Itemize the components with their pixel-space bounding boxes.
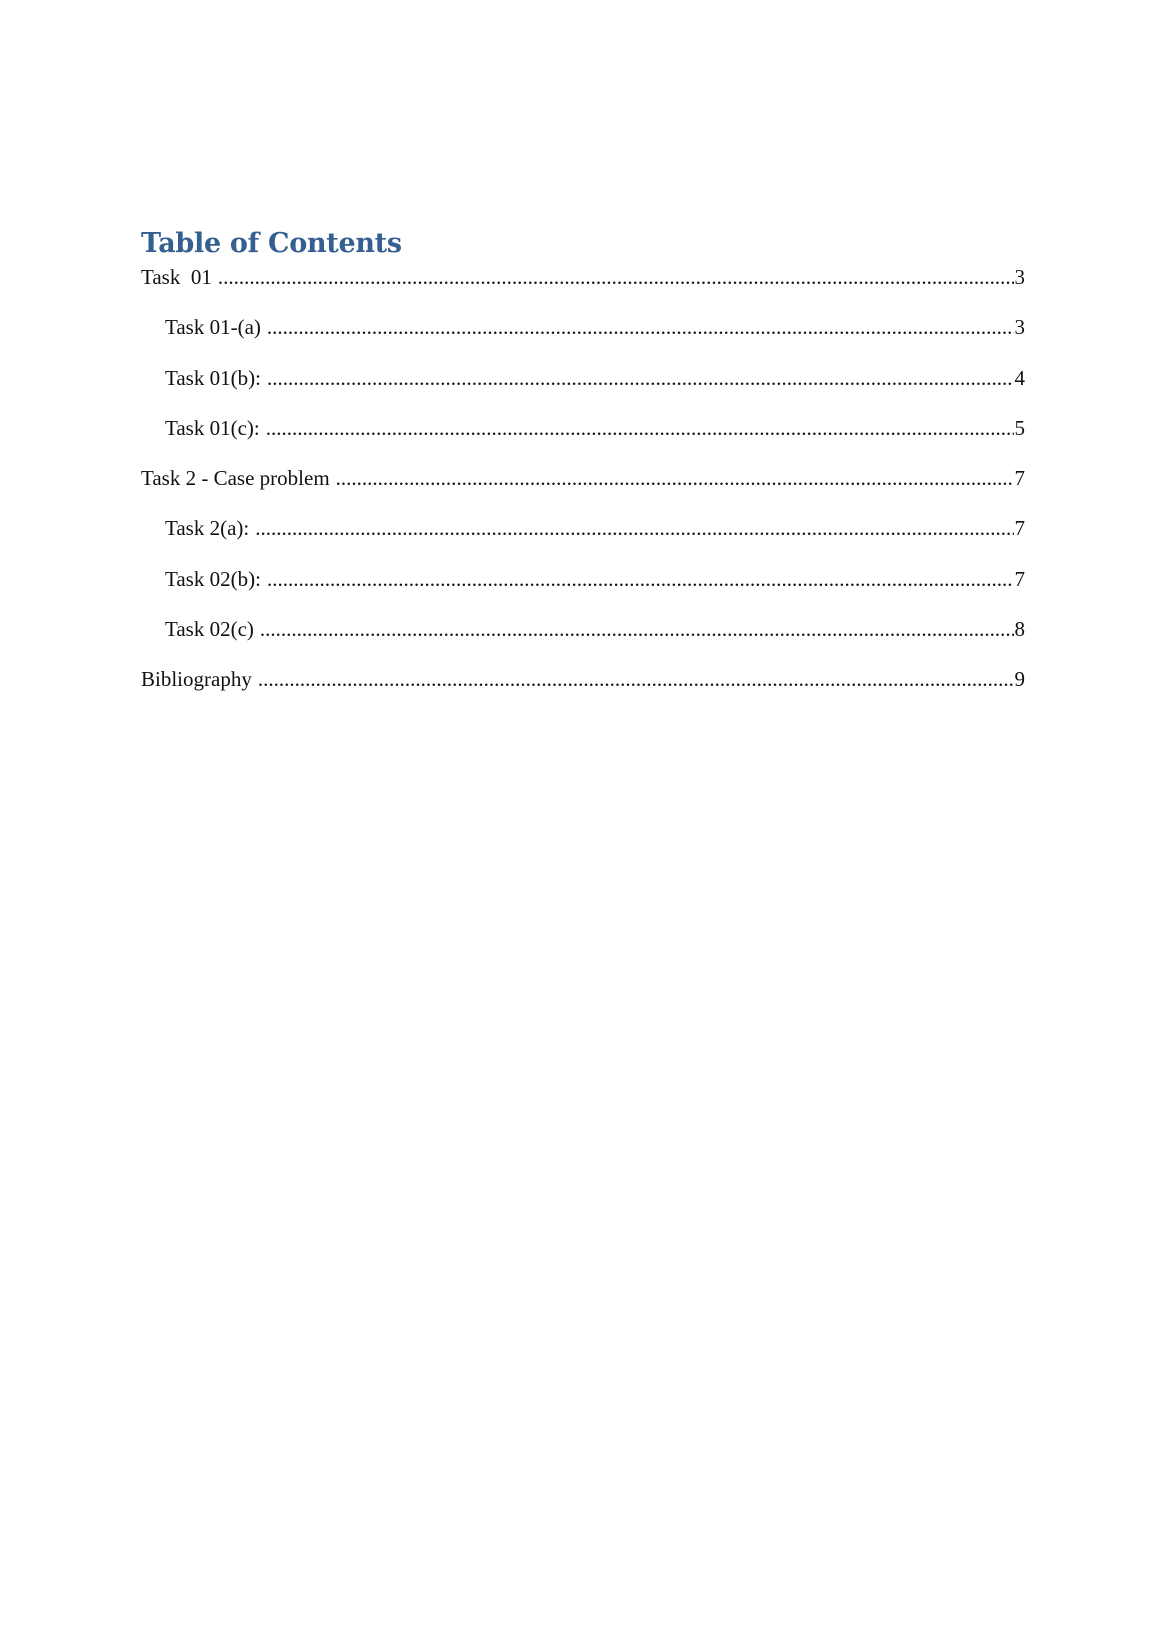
- toc-dot-leader: [336, 465, 1014, 491]
- toc-entry-label: Task 01(b):: [165, 365, 261, 390]
- toc-entry-task-2-a[interactable]: [141, 515, 1025, 565]
- toc-entry-label: Bibliography: [141, 667, 252, 692]
- toc-entry-bibliography[interactable]: [141, 666, 1025, 716]
- toc-page-number: 9: [1014, 667, 1025, 692]
- toc-entry-label: Task 01(c):: [165, 415, 260, 440]
- toc-title: Table of Contents: [141, 228, 402, 259]
- toc-entry-task-01-a[interactable]: [141, 314, 1025, 364]
- toc-dot-leader: [267, 314, 1014, 340]
- toc-page-number: 4: [1014, 365, 1025, 390]
- toc-page-number: 3: [1014, 315, 1025, 340]
- toc-page-number: 7: [1014, 516, 1025, 541]
- toc-dot-leader: [218, 264, 1014, 290]
- toc-entry-label: Task 01: [141, 265, 212, 289]
- toc-entry-task-02-b[interactable]: [141, 566, 1025, 616]
- toc-entry-label: Task 2(a):: [165, 516, 250, 541]
- toc-entry-label: Task 01-(a): [165, 315, 261, 340]
- table-of-contents: [141, 226, 1025, 717]
- toc-entry-task-02-c[interactable]: [141, 616, 1025, 666]
- toc-page-number: 3: [1014, 265, 1025, 289]
- toc-entry-task-01[interactable]: [141, 264, 1025, 314]
- toc-entry-task-2[interactable]: [141, 465, 1025, 515]
- toc-dot-leader: [255, 515, 1013, 541]
- toc-dot-leader: [267, 566, 1014, 592]
- toc-entry-label: Task 2 - Case problem: [141, 466, 330, 491]
- toc-dot-leader: [260, 616, 1014, 642]
- toc-entry-label: Task 02(b):: [165, 566, 261, 591]
- toc-dot-leader: [267, 365, 1014, 391]
- toc-page-number: 8: [1014, 617, 1025, 642]
- toc-page-number: 5: [1014, 415, 1025, 440]
- toc-list: [141, 264, 1025, 717]
- toc-page-number: 7: [1014, 466, 1025, 491]
- toc-entry-task-01-b[interactable]: [141, 365, 1025, 415]
- toc-entry-label: Task 02(c): [165, 617, 254, 642]
- toc-entry-task-01-c[interactable]: [141, 415, 1025, 465]
- toc-dot-leader: [258, 666, 1014, 692]
- toc-page-number: 7: [1014, 566, 1025, 591]
- toc-dot-leader: [266, 415, 1014, 441]
